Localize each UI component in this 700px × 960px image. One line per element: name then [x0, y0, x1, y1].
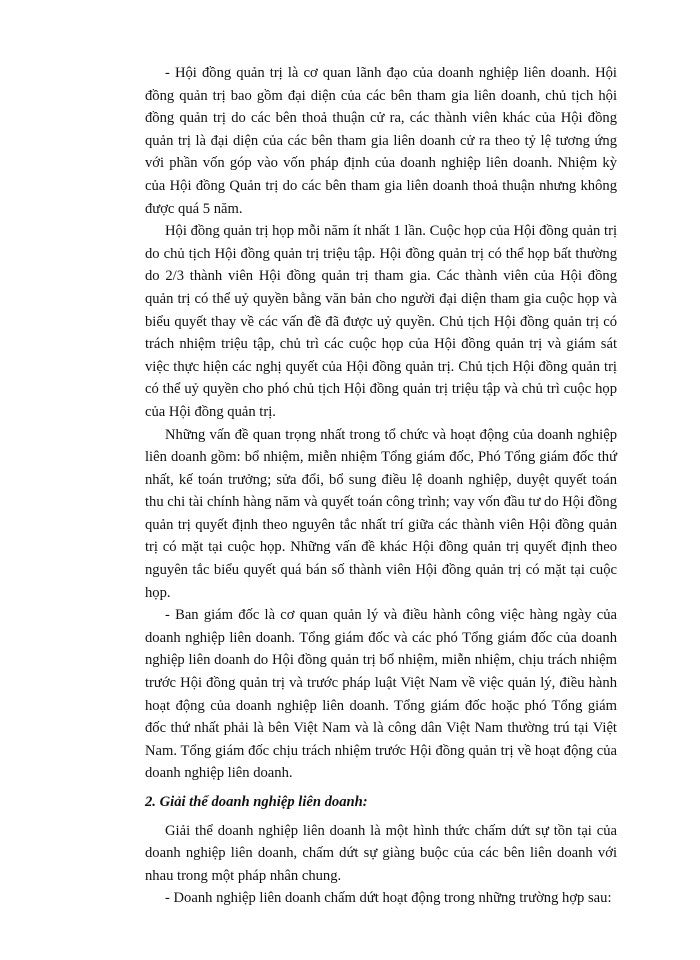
paragraph-board-meetings: Hội đồng quản trị họp mỗi năm ít nhất 1 lần. Cuộc họp của Hội đồng quản trị do chủ tịch Hội đồng quản trị triệu tập. Hội đồng quản trị có thể họp bất thường do 2/3 thành viên Hội đồng quản trị tham gia. Các thành viên của Hội đồng quản trị có thể uỷ quyền bằng văn bản cho người đại diện tham gia cuộc họp và biểu quyết thay về các vấn đề đã được uỷ quyền. Chủ tịch Hội đồng quản trị có trách nhiệm triệu tập, chủ trì các cuộc họp của Hội đồng quản trị và giám sát việc thực hiện các nghị quyết của Hội đồng quản trị. Chủ tịch Hội đồng quản trị có thể uỷ quyền cho phó chủ tịch Hội đồng quản trị triệu tập và chủ trì cuộc họp của Hội đồng quản trị.: [145, 223, 617, 420]
paragraph-board-of-management: - Ban giám đốc là cơ quan quản lý và điều hành công việc hàng ngày của doanh nghiệp liên doanh. Tổng giám đốc và các phó Tổng giám đốc của doanh nghiệp liên doanh do Hội đồng quản trị bổ nhiệm, miễn nhiệm, chịu trách nhiệm trước Hội đồng quản trị và trước pháp luật Việt Nam về việc quản lý, điều hành hoạt động của doanh nghiệp liên doanh. Tổng giám đốc hoặc phó Tổng giám đốc thứ nhất phải là bên Việt Nam và là công dân Việt Nam thường trú tại Việt Nam. Tổng giám đốc chịu trách nhiệm trước Hội đồng quản trị về hoạt động của doanh nghiệp liên doanh.: [145, 607, 617, 782]
paragraph-dissolution-definition: Giải thể doanh nghiệp liên doanh là một hình thức chấm dứt sự tồn tại của doanh nghiệp liên doanh, chấm dứt sự giàng buộc của các bên liên doanh với nhau trong một pháp nhân chung.: [145, 822, 617, 884]
document-body: [145, 62, 617, 910]
paragraph-board-of-directors: - Hội đồng quản trị là cơ quan lãnh đạo của doanh nghiệp liên doanh. Hội đồng quản trị bao gồm đại diện của các bên tham gia liên doanh, chủ tịch hội đồng quản trị do các bên thoả thuận cử ra, các thành viên khác của Hội đồng quản trị là đại diện của các bên tham gia liên doanh cử ra theo tỷ lệ tương ứng với phần vốn góp vào vốn pháp định của doanh nghiệp liên doanh. Nhiệm kỳ của Hội đồng Quản trị do các bên tham gia liên doanh thoả thuận nhưng không được quá 5 năm.: [145, 65, 617, 217]
section-heading: 2. Giải thể doanh nghiệp liên doanh:: [145, 794, 368, 810]
paragraph-important-matters: Những vấn đề quan trọng nhất trong tổ chức và hoạt động của doanh nghiệp liên doanh gồm: bổ nhiệm, miễn nhiệm Tổng giám đốc, Phó Tổng giám đốc thứ nhất, kế toán trưởng; sửa đổi, bổ sung điều lệ doanh nghiệp, duyệt quyết toán thu chi tài chính hàng năm và quyết toán công trình; vay vốn đầu tư do Hội đồng quản trị quyết định theo nguyên tắc nhất trí giữa các thành viên Hội đồng quản trị có mặt tại cuộc họp. Những vấn đề khác Hội đồng quản trị quyết định theo nguyên tắc biểu quyết quá bán số thành viên Hội đồng quản trị có mặt tại cuộc họp.: [145, 426, 617, 601]
paragraph-termination-cases: - Doanh nghiệp liên doanh chấm dứt hoạt động trong những trường hợp sau:: [165, 890, 612, 907]
